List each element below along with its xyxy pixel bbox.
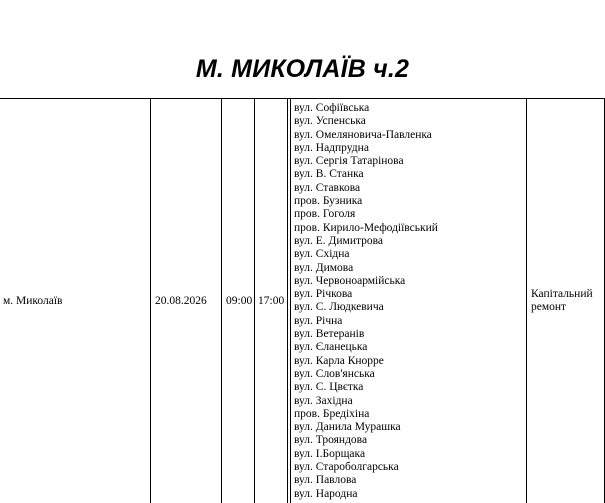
street-list-item: вул. Трояндова [294,434,368,447]
street-list-item: вул. Павлова [294,474,357,487]
street-list-item: вул. Річна [294,314,343,327]
street-list-item: вул. С. Цвєтка [294,381,364,394]
end-time-cell: 17:00 [258,295,285,307]
street-list-item: вул. Ставкова [294,181,361,194]
date-cell: 20.08.2026 [155,295,207,307]
street-list-item: вул. Надпрудна [294,141,369,154]
street-list-item: вул. Софіївська [294,102,370,114]
street-list-item: вул. Річкова [294,288,353,301]
street-list-item: вул. Староболгарська [294,461,399,474]
outage-table [0,98,605,503]
street-list-item: вул. Червоноармійська [294,274,406,287]
street-list-item: вул. Західна [294,394,353,407]
page-title: М. МИКОЛАЇВ ч.2 [195,55,410,83]
start-time-cell: 09:00 [226,295,253,307]
reason-cell: Капітальний ремонт [531,288,593,314]
column-divider [290,99,291,503]
street-list-item: вул. Успенська [294,115,366,128]
street-list-item: вул. Сергія Татарінова [294,155,404,168]
column-divider [221,99,222,503]
street-list-item: вул. І.Борщака [294,447,366,460]
column-divider [287,99,288,503]
street-list-item: вул. Народна [294,487,358,500]
street-list-item: пров. Бредіхіна [294,407,370,420]
street-list-item: пров. Гоголя [294,208,356,221]
column-divider [150,99,151,503]
street-list [294,102,438,501]
street-list-item: вул. В. Станка [294,168,364,181]
street-list-item: вул. Е. Димитрова [294,234,384,247]
settlement-cell: м. Миколаїв [3,295,63,307]
street-list-item: вул. Омеляновича-Павленка [294,128,432,141]
street-list-item: вул. Єланецька [294,341,368,354]
street-list-item: вул. С. Людкевича [294,301,384,314]
column-divider [526,99,527,503]
column-divider [254,99,255,503]
street-list-item: пров. Бузника [294,195,363,208]
street-list-item: вул. Димова [294,261,354,274]
street-list-item: вул. Данила Мурашка [294,421,401,434]
street-list-item: вул. Слов'янська [294,367,375,380]
street-list-item: вул. Східна [294,248,350,261]
street-list-item: пров. Кирило-Мефодіївський [294,221,438,234]
street-list-item: вул. Ветеранів [294,328,365,341]
street-list-item: вул. Карла Кнорре [294,354,384,367]
